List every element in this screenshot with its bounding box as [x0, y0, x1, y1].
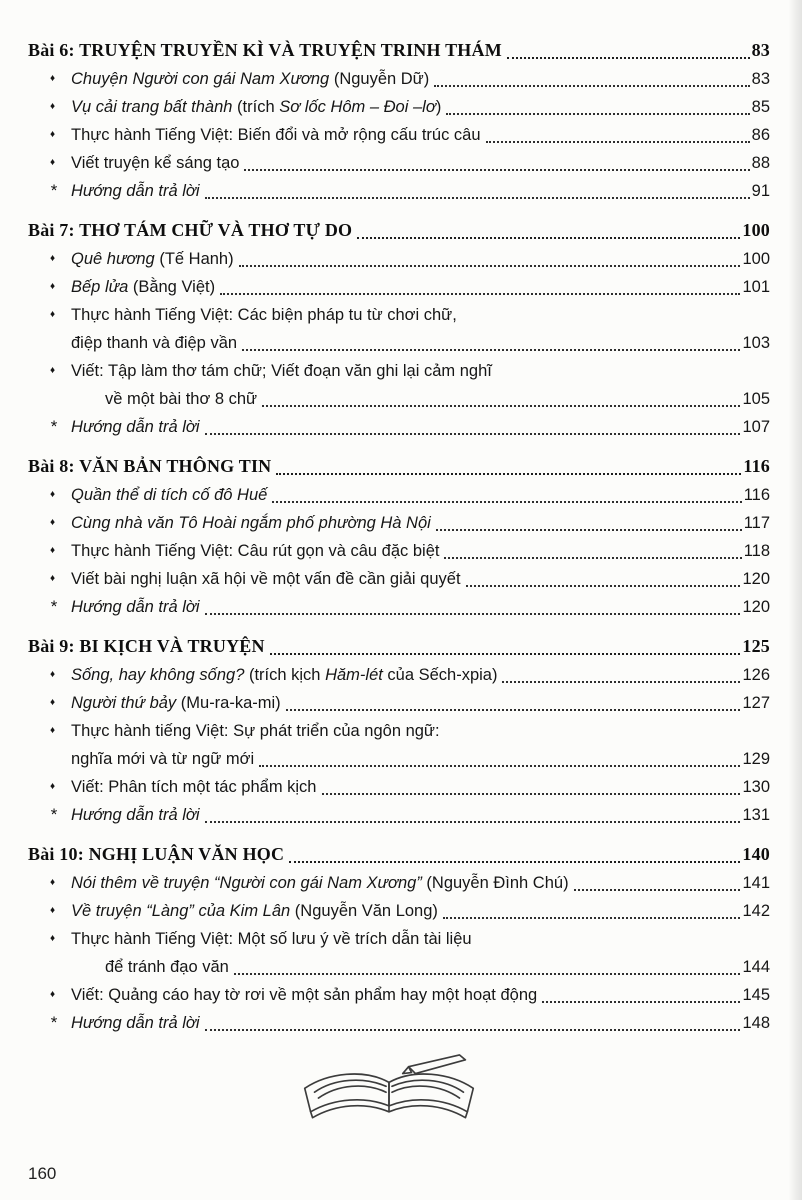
item-text-segment: (trích kịch	[244, 666, 326, 684]
item-text	[71, 897, 438, 925]
dot-leader	[259, 765, 740, 767]
asterisk-bullet: *	[50, 597, 57, 616]
toc-section-heading	[28, 452, 770, 481]
diamond-bullet	[50, 953, 71, 981]
item-text	[71, 661, 497, 689]
toc-item-line	[28, 177, 770, 205]
item-text-italic-segment: Sống, hay không sống?	[71, 666, 245, 684]
item-text	[71, 245, 234, 273]
dot-leader	[574, 889, 741, 891]
item-page-number: 131	[742, 806, 770, 824]
item-text-segment: Viết bài nghị luận xã hội về một vấn đề cần giải quyết	[71, 570, 461, 588]
item-text-italic-segment: Hăm-lét	[325, 666, 383, 684]
item-text-segment: )	[435, 98, 442, 116]
item-page-number: 120	[742, 598, 770, 616]
open-book-with-pen-icon	[291, 1053, 487, 1135]
item-text	[71, 121, 481, 149]
toc-item-line	[28, 565, 770, 593]
item-text-italic-segment: Quần thể di tích cố đô Huế	[71, 486, 268, 504]
item-text-segment: Viết: Phân tích một tác phẩm kịch	[71, 778, 317, 796]
toc-item-line	[28, 357, 770, 385]
toc-item-line	[28, 717, 770, 745]
diamond-bullet: ♦	[50, 669, 56, 680]
item-text-segment: (Tế Hanh)	[154, 250, 234, 268]
item-text-italic-segment: Cùng nhà văn Tô Hoài ngắm phố phường Hà Nội	[71, 514, 431, 532]
dot-leader	[434, 85, 749, 87]
toc-item-line	[28, 65, 770, 93]
item-page-number: 126	[742, 666, 770, 684]
item-page-number: 129	[742, 750, 770, 768]
dot-leader	[443, 917, 741, 919]
item-text-segment: (Mu-ra-ka-mi)	[176, 694, 281, 712]
diamond-bullet: ♦	[50, 157, 56, 168]
toc-item-line	[28, 329, 770, 357]
dot-leader	[286, 709, 741, 711]
item-page-number: 103	[742, 334, 770, 352]
toc-section-heading	[28, 36, 770, 65]
section-title: Bài 8: VĂN BẢN THÔNG TIN	[28, 456, 272, 476]
asterisk-bullet: *	[50, 805, 57, 824]
item-page-number: 148	[742, 1014, 770, 1032]
dot-leader	[220, 293, 740, 295]
diamond-bullet	[50, 329, 71, 357]
toc-item-line	[28, 273, 770, 301]
continuation-indent	[71, 953, 105, 981]
diamond-bullet: ♦	[50, 781, 56, 792]
diamond-bullet: ♦	[50, 725, 56, 736]
item-text	[71, 93, 441, 121]
item-text	[71, 1009, 200, 1037]
toc-item-line	[28, 925, 770, 953]
toc-section-heading	[28, 632, 770, 661]
item-text-segment: để tránh đạo văn	[105, 958, 229, 976]
toc-item-line	[28, 745, 770, 773]
item-text	[71, 329, 237, 357]
toc-item-line	[28, 509, 770, 537]
diamond-bullet: ♦	[50, 933, 56, 944]
dot-leader	[205, 821, 741, 823]
toc-item-line	[28, 801, 770, 829]
diamond-bullet: ♦	[50, 877, 56, 888]
toc-item-line	[28, 149, 770, 177]
asterisk-bullet: *	[50, 181, 57, 200]
toc-item-line	[28, 661, 770, 689]
item-text-segment: Thực hành Tiếng Việt: Các biện pháp tu từ chơi chữ,	[71, 306, 457, 324]
toc	[28, 36, 770, 1037]
toc-item-line	[28, 481, 770, 509]
item-text	[71, 537, 439, 565]
item-text-segment: Viết: Quảng cáo hay tờ rơi về một sản phẩm hay một hoạt động	[71, 986, 538, 1004]
toc-item-line	[28, 981, 770, 1009]
diamond-bullet: ♦	[50, 101, 56, 112]
diamond-bullet: ♦	[50, 517, 56, 528]
item-page-number: 105	[742, 390, 770, 408]
diamond-bullet: ♦	[50, 545, 56, 556]
item-text	[71, 149, 239, 177]
diamond-bullet: ♦	[50, 489, 56, 500]
item-text-italic-segment: Hướng dẫn trả lời	[71, 418, 200, 436]
section-title: Bài 6: TRUYỆN TRUYỀN KÌ VÀ TRUYỆN TRINH THÁM	[28, 40, 502, 60]
diamond-bullet: ♦	[50, 253, 56, 264]
toc-item-line	[28, 385, 770, 413]
section-page-number: 125	[742, 636, 770, 656]
dot-leader	[446, 113, 749, 115]
item-page-number: 142	[742, 902, 770, 920]
dot-leader	[436, 529, 742, 531]
dot-leader	[262, 405, 740, 407]
item-text-segment: (Nguyễn Đình Chú)	[421, 874, 569, 892]
item-text-segment: (Nguyễn Văn Long)	[290, 902, 438, 920]
item-text	[71, 869, 569, 897]
toc-item-line	[28, 869, 770, 897]
item-text	[71, 593, 200, 621]
item-page-number: 88	[751, 154, 770, 172]
item-page-number: 127	[742, 694, 770, 712]
continuation-indent	[71, 385, 105, 413]
toc-item-line	[28, 245, 770, 273]
item-text-segment: về một bài thơ 8 chữ	[105, 390, 258, 408]
diamond-bullet: ♦	[50, 73, 56, 84]
item-text	[105, 953, 229, 981]
item-text-italic-segment: Bếp lửa	[71, 278, 129, 296]
item-text	[71, 177, 200, 205]
item-text	[71, 357, 492, 385]
dot-leader	[205, 1029, 741, 1031]
dot-leader	[507, 57, 750, 59]
toc-item-line	[28, 897, 770, 925]
dot-leader	[444, 557, 741, 559]
item-page-number: 85	[751, 98, 770, 116]
dot-leader	[502, 681, 740, 683]
toc-item-line	[28, 537, 770, 565]
item-text-italic-segment: Hướng dẫn trả lời	[71, 598, 200, 616]
section-title: Bài 7: THƠ TÁM CHỮ VÀ THƠ TỰ DO	[28, 220, 353, 240]
diamond-bullet: ♦	[50, 697, 56, 708]
section-page-number: 100	[742, 220, 770, 240]
item-text	[71, 925, 472, 953]
dot-leader	[205, 613, 741, 615]
item-text	[105, 385, 257, 413]
diamond-bullet: ♦	[50, 281, 56, 292]
item-text-italic-segment: Người thứ bảy	[71, 694, 177, 712]
item-text-italic-segment: Chuyện Người con gái Nam Xương	[71, 70, 330, 88]
page-number: 160	[28, 1164, 57, 1183]
item-text-segment: Thực hành Tiếng Việt: Biến đổi và mở rộng cấu trúc câu	[71, 126, 481, 144]
section-page-number: 140	[742, 844, 770, 864]
toc-section-heading	[28, 840, 770, 869]
dot-leader	[205, 197, 750, 199]
item-text	[71, 301, 457, 329]
asterisk-bullet: *	[50, 1013, 57, 1032]
section-title: Bài 9: BI KỊCH VÀ TRUYỆN	[28, 636, 265, 656]
book-pen-illustration	[291, 1053, 487, 1135]
dot-leader	[270, 653, 741, 655]
item-text	[71, 481, 267, 509]
item-page-number: 86	[751, 126, 770, 144]
toc-section-heading	[28, 216, 770, 245]
item-page-number: 116	[743, 486, 770, 504]
item-page-number: 117	[743, 514, 770, 532]
item-text-italic-segment: Hướng dẫn trả lời	[71, 806, 200, 824]
item-text	[71, 509, 431, 537]
item-text	[71, 565, 461, 593]
dot-leader	[239, 265, 741, 267]
toc-item-line	[28, 413, 770, 441]
item-text-segment: nghĩa mới và từ ngữ mới	[71, 750, 255, 768]
scan-edge-shadow	[788, 0, 802, 1200]
item-text	[71, 413, 200, 441]
toc-item-line	[28, 953, 770, 981]
item-text-segment: (Nguyễn Dữ)	[329, 70, 430, 88]
toc-item-line	[28, 593, 770, 621]
dot-leader	[276, 473, 741, 475]
item-page-number: 145	[742, 986, 770, 1004]
item-text-segment: (trích	[232, 98, 280, 116]
item-text-segment: điệp thanh và điệp vần	[71, 334, 238, 352]
diamond-bullet: ♦	[50, 573, 56, 584]
item-text	[71, 65, 429, 93]
section-page-number: 116	[743, 456, 770, 476]
dot-leader	[486, 141, 750, 143]
toc-item-line	[28, 121, 770, 149]
diamond-bullet	[50, 745, 71, 773]
asterisk-bullet: *	[50, 417, 57, 436]
diamond-bullet	[50, 385, 71, 413]
item-page-number: 101	[742, 278, 770, 296]
dot-leader	[272, 501, 741, 503]
item-text-segment: Viết truyện kể sáng tạo	[71, 154, 240, 172]
item-text	[71, 689, 281, 717]
item-text	[71, 981, 537, 1009]
item-text-italic-segment: Nói thêm về truyện “Người con gái Nam Xương”	[71, 874, 422, 892]
section-page-number: 83	[751, 40, 770, 60]
item-text	[71, 745, 254, 773]
item-page-number: 100	[742, 250, 770, 268]
item-page-number: 130	[742, 778, 770, 796]
item-text	[71, 717, 440, 745]
toc-item-line	[28, 301, 770, 329]
diamond-bullet: ♦	[50, 309, 56, 320]
dot-leader	[466, 585, 741, 587]
dot-leader	[289, 861, 740, 863]
dot-leader	[242, 349, 740, 351]
item-text-italic-segment: Về truyện “Làng” của Kim Lân	[71, 902, 291, 920]
item-page-number: 91	[751, 182, 770, 200]
item-text-segment: Thực hành Tiếng Việt: Câu rút gọn và câu đặc biệt	[71, 542, 440, 560]
item-page-number: 141	[742, 874, 770, 892]
item-text-italic-segment: Sơ lốc Hôm – Đoi –lơ	[279, 98, 436, 116]
item-text-segment: Thực hành tiếng Việt: Sự phát triển của ngôn ngữ:	[71, 722, 440, 740]
item-text-segment: của Sếch-xpia)	[382, 666, 498, 684]
item-text-italic-segment: Hướng dẫn trả lời	[71, 1014, 200, 1032]
dot-leader	[234, 973, 741, 975]
item-page-number: 83	[751, 70, 770, 88]
item-page-number: 107	[742, 418, 770, 436]
diamond-bullet: ♦	[50, 365, 56, 376]
item-page-number: 118	[743, 542, 770, 560]
item-page-number: 144	[742, 958, 770, 976]
item-text-segment: Viết: Tập làm thơ tám chữ; Viết đoạn văn ghi lại cảm nghĩ	[71, 362, 492, 380]
toc-item-line	[28, 689, 770, 717]
diamond-bullet: ♦	[50, 129, 56, 140]
dot-leader	[357, 237, 740, 239]
dot-leader	[322, 793, 741, 795]
toc-item-line	[28, 773, 770, 801]
item-text	[71, 801, 200, 829]
item-page-number: 120	[742, 570, 770, 588]
item-text-italic-segment: Quê hương	[71, 250, 155, 268]
item-text	[71, 273, 215, 301]
dot-leader	[542, 1001, 740, 1003]
item-text-segment: (Bằng Việt)	[128, 278, 216, 296]
dot-leader	[244, 169, 749, 171]
toc-item-line	[28, 93, 770, 121]
item-text	[71, 773, 317, 801]
item-text-italic-segment: Vụ cải trang bất thành	[71, 98, 233, 116]
dot-leader	[205, 433, 741, 435]
toc-item-line	[28, 1009, 770, 1037]
diamond-bullet: ♦	[50, 905, 56, 916]
section-title: Bài 10: NGHỊ LUẬN VĂN HỌC	[28, 844, 285, 864]
item-text-italic-segment: Hướng dẫn trả lời	[71, 182, 200, 200]
item-text-segment: Thực hành Tiếng Việt: Một số lưu ý về trích dẫn tài liệu	[71, 930, 472, 948]
diamond-bullet: ♦	[50, 989, 56, 1000]
